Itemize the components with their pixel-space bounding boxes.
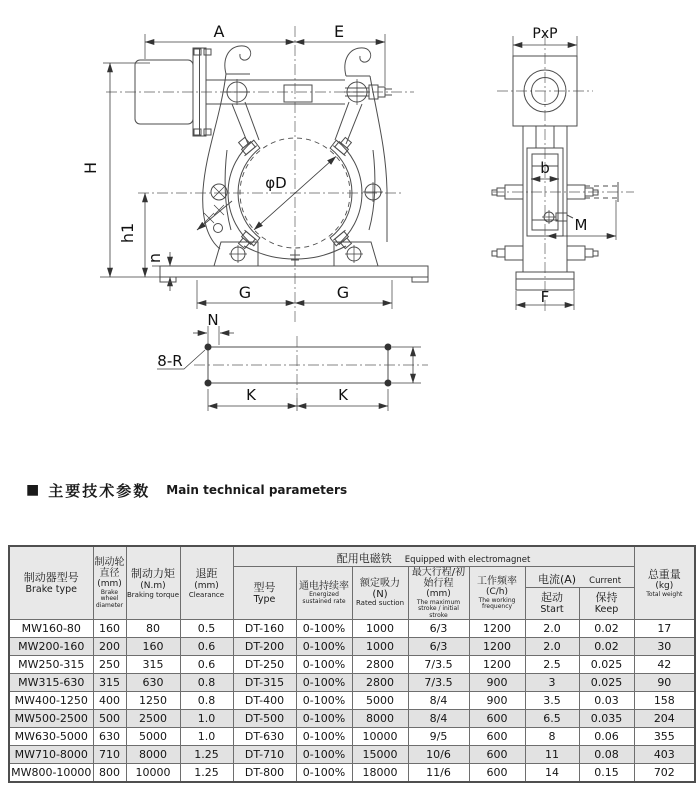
table-cell: 0-100%	[296, 728, 352, 746]
header-text-unit: (mm)	[426, 589, 451, 599]
table-cell: 0.02	[579, 620, 634, 638]
header-text-en: Type	[253, 593, 276, 605]
dim-label-pxp: PxP	[532, 26, 558, 42]
table-cell: 800	[93, 764, 126, 782]
dim-label-b: b	[540, 159, 550, 177]
header-text-en: The working frequency	[478, 596, 516, 610]
table-cell: 9/5	[408, 728, 469, 746]
table-cell: 160	[93, 620, 126, 638]
dim-label-phi-d: φD	[265, 174, 287, 192]
table-cell: 10/6	[408, 746, 469, 764]
table-cell: 0-100%	[296, 638, 352, 656]
table-row	[9, 692, 695, 710]
header-text-unit: (kg)	[655, 581, 674, 592]
table-cell: 1000	[352, 620, 408, 638]
table-cell: 1200	[469, 638, 525, 656]
header-text-unit: (mm)	[97, 579, 122, 589]
table-cell: 600	[469, 746, 525, 764]
dim-label-a: A	[213, 22, 225, 41]
section-header	[26, 480, 700, 500]
table-cell: 630	[126, 674, 180, 692]
table-cell: 160	[126, 638, 180, 656]
table-row	[9, 656, 695, 674]
dim-label-8r: 8-R	[157, 352, 183, 370]
table-cell: 200	[93, 638, 126, 656]
table-cell: 2.5	[525, 656, 579, 674]
front-view	[81, 22, 428, 322]
section-title-en: Main technical parameters	[166, 483, 348, 497]
table-cell: 8/4	[408, 710, 469, 728]
table-cell: 0-100%	[296, 764, 352, 782]
table-cell: 8000	[126, 746, 180, 764]
table-cell: 1000	[352, 638, 408, 656]
table-cell: 42	[634, 656, 695, 674]
table-cell: 158	[634, 692, 695, 710]
table-cell: 0.02	[579, 638, 634, 656]
table-cell: DT-800	[233, 764, 296, 782]
dim-label-g-right: G	[336, 283, 350, 302]
table-cell: 3	[525, 674, 579, 692]
table-cell: DT-200	[233, 638, 296, 656]
table-cell: 10000	[352, 728, 408, 746]
table-cell: 2800	[352, 674, 408, 692]
table-cell: 30	[634, 638, 695, 656]
table-cell: 0.025	[579, 674, 634, 692]
col-group-electromagnet	[233, 546, 634, 567]
table-cell: 3.5	[525, 692, 579, 710]
table-cell: 1250	[126, 692, 180, 710]
header-text-en: Start	[540, 604, 564, 616]
col-header-brake-type	[9, 546, 93, 620]
table-cell: 900	[469, 674, 525, 692]
header-text-zh: 最大行程/初始行程	[411, 567, 466, 589]
table-row	[9, 620, 695, 638]
table-cell: 1200	[469, 620, 525, 638]
header-text-en: Energized sustained rate	[302, 591, 346, 605]
table-cell: 600	[469, 728, 525, 746]
dim-label-k-left: K	[246, 386, 256, 404]
table-cell: 7/3.5	[408, 674, 469, 692]
table-row	[9, 674, 695, 692]
table-cell: 0.15	[579, 764, 634, 782]
table-cell: 6/3	[408, 620, 469, 638]
table-cell: 2.0	[525, 620, 579, 638]
dim-label-n: n	[145, 252, 164, 264]
table-cell: 11/6	[408, 764, 469, 782]
table-cell: 18000	[352, 764, 408, 782]
header-text-zh: 工作频率	[477, 575, 517, 587]
table-cell: 90	[634, 674, 695, 692]
header-text-zh: 起动	[541, 591, 563, 605]
header-text-zh: 制动器型号	[23, 570, 79, 584]
table-cell: DT-500	[233, 710, 296, 728]
table-cell: 0.8	[180, 692, 233, 710]
table-cell: 14	[525, 764, 579, 782]
table-cell: 250	[93, 656, 126, 674]
table-cell: 0.035	[579, 710, 634, 728]
table-cell: 2.0	[525, 638, 579, 656]
table-cell: MW710-8000	[9, 746, 93, 764]
dim-label-k-right: K	[338, 386, 348, 404]
table-cell: 15000	[352, 746, 408, 764]
header-text-en: The maximum stroke / initial stroke	[416, 598, 461, 619]
side-view	[492, 26, 634, 314]
dim-label-n-holes: N	[207, 311, 219, 329]
table-cell: 10000	[126, 764, 180, 782]
table-cell: 1.25	[180, 746, 233, 764]
table-cell: MW200-160	[9, 638, 93, 656]
table-cell: 2800	[352, 656, 408, 674]
table-cell: 600	[469, 710, 525, 728]
header-text-unit: (mm)	[194, 580, 219, 591]
dim-label-h: H	[81, 161, 100, 175]
table-cell: 17	[634, 620, 695, 638]
table-cell: DT-315	[233, 674, 296, 692]
col-header-braking-torque	[126, 546, 180, 620]
table-cell: 315	[126, 656, 180, 674]
table-cell: DT-710	[233, 746, 296, 764]
header-text-en: Total weight	[646, 591, 683, 599]
col-header-current-start	[525, 588, 579, 620]
table-cell: 80	[126, 620, 180, 638]
col-header-current-keep	[579, 588, 634, 620]
group-header-en: Equipped with electromagnet	[404, 555, 531, 565]
header-text-en: Rated suction	[355, 599, 405, 608]
table-cell: 900	[469, 692, 525, 710]
dim-label-f: F	[540, 288, 550, 306]
table-cell: 403	[634, 746, 695, 764]
table-cell: 630	[93, 728, 126, 746]
col-header-em-type	[233, 567, 296, 620]
table-cell: MW400-1250	[9, 692, 93, 710]
parameters-table	[8, 545, 696, 783]
table-cell: 0.06	[579, 728, 634, 746]
table-cell: 0-100%	[296, 692, 352, 710]
table-cell: 0.6	[180, 638, 233, 656]
bottom-view	[157, 311, 428, 411]
section-bullet-icon: ■	[26, 482, 40, 498]
table-cell: 0-100%	[296, 620, 352, 638]
header-text-zh: 总重量	[647, 567, 681, 581]
header-text-zh: 制动力矩	[131, 566, 175, 580]
table-cell: 500	[93, 710, 126, 728]
group-header-zh: 电流(A)	[537, 572, 577, 586]
table-cell: DT-630	[233, 728, 296, 746]
header-text-zh: 制动轮直径	[94, 557, 125, 579]
header-text-zh: 退距	[195, 566, 218, 580]
header-text-en: Keep	[594, 604, 619, 616]
dim-label-e: E	[333, 22, 345, 41]
header-text-zh: 通电持续率	[299, 581, 349, 593]
table-cell: 5000	[352, 692, 408, 710]
table-cell: 0-100%	[296, 746, 352, 764]
table-body	[9, 620, 695, 782]
group-header-zh: 配用电磁铁	[336, 552, 392, 565]
header-text-en: Clearance	[188, 590, 225, 599]
header-text-unit: (C/h)	[485, 586, 509, 597]
table-cell: 0.5	[180, 620, 233, 638]
header-text-unit: (N.m)	[140, 580, 166, 591]
table-cell: 8/4	[408, 692, 469, 710]
table-row	[9, 746, 695, 764]
table-cell: 0.025	[579, 656, 634, 674]
table-cell: MW500-2500	[9, 710, 93, 728]
section-title-zh: 主要技术参数	[48, 481, 151, 500]
group-header-en: Current	[589, 575, 622, 586]
dim-label-h1: h1	[118, 222, 137, 244]
table-cell: 0.8	[180, 674, 233, 692]
header-text-en: Brake wheel diameter	[95, 588, 124, 609]
table-row	[9, 710, 695, 728]
table-cell: MW630-5000	[9, 728, 93, 746]
col-header-total-weight	[634, 546, 695, 620]
table-header-row-1	[9, 546, 695, 567]
col-header-clearance	[180, 546, 233, 620]
table-cell: MW800-10000	[9, 764, 93, 782]
table-cell: MW250-315	[9, 656, 93, 674]
table-cell: 1.25	[180, 764, 233, 782]
header-text-en: Brake type	[25, 583, 77, 595]
table-row	[9, 638, 695, 656]
table-cell: 355	[634, 728, 695, 746]
table-cell: 0.6	[180, 656, 233, 674]
table-cell: DT-400	[233, 692, 296, 710]
col-header-energized-rate	[296, 567, 352, 620]
table-cell: 1.0	[180, 728, 233, 746]
table-cell: 5000	[126, 728, 180, 746]
table-cell: 710	[93, 746, 126, 764]
col-header-working-frequency	[469, 567, 525, 620]
table-cell: 1200	[469, 656, 525, 674]
dim-label-m: M	[574, 216, 588, 234]
table-cell: 315	[93, 674, 126, 692]
table-row	[9, 728, 695, 746]
table-cell: 600	[469, 764, 525, 782]
table-cell: 0.03	[579, 692, 634, 710]
table-cell: 702	[634, 764, 695, 782]
table-cell: DT-160	[233, 620, 296, 638]
table-cell: 0-100%	[296, 710, 352, 728]
table-cell: 11	[525, 746, 579, 764]
col-header-max-stroke	[408, 567, 469, 620]
table-cell: 8000	[352, 710, 408, 728]
table-cell: 204	[634, 710, 695, 728]
table-cell: DT-250	[233, 656, 296, 674]
table-cell: 6/3	[408, 638, 469, 656]
table-cell: 2500	[126, 710, 180, 728]
table-cell: 8	[525, 728, 579, 746]
header-text-en: Braking torque	[126, 590, 180, 599]
table-cell: 0-100%	[296, 656, 352, 674]
table-cell: 0.08	[579, 746, 634, 764]
col-group-current	[525, 567, 634, 588]
col-header-rated-suction	[352, 567, 408, 620]
table-cell: MW160-80	[9, 620, 93, 638]
table-cell: MW315-630	[9, 674, 93, 692]
dim-label-g-left: G	[238, 283, 252, 302]
table-cell: 6.5	[525, 710, 579, 728]
header-text-zh: 额定吸力(N)	[360, 578, 400, 601]
header-text-zh: 型号	[253, 580, 276, 594]
table-cell: 7/3.5	[408, 656, 469, 674]
table-row	[9, 764, 695, 782]
table-cell: 400	[93, 692, 126, 710]
header-text-zh: 保持	[595, 591, 618, 605]
col-header-wheel-diameter	[93, 546, 126, 620]
table-cell: 0-100%	[296, 674, 352, 692]
table-cell: 1.0	[180, 710, 233, 728]
